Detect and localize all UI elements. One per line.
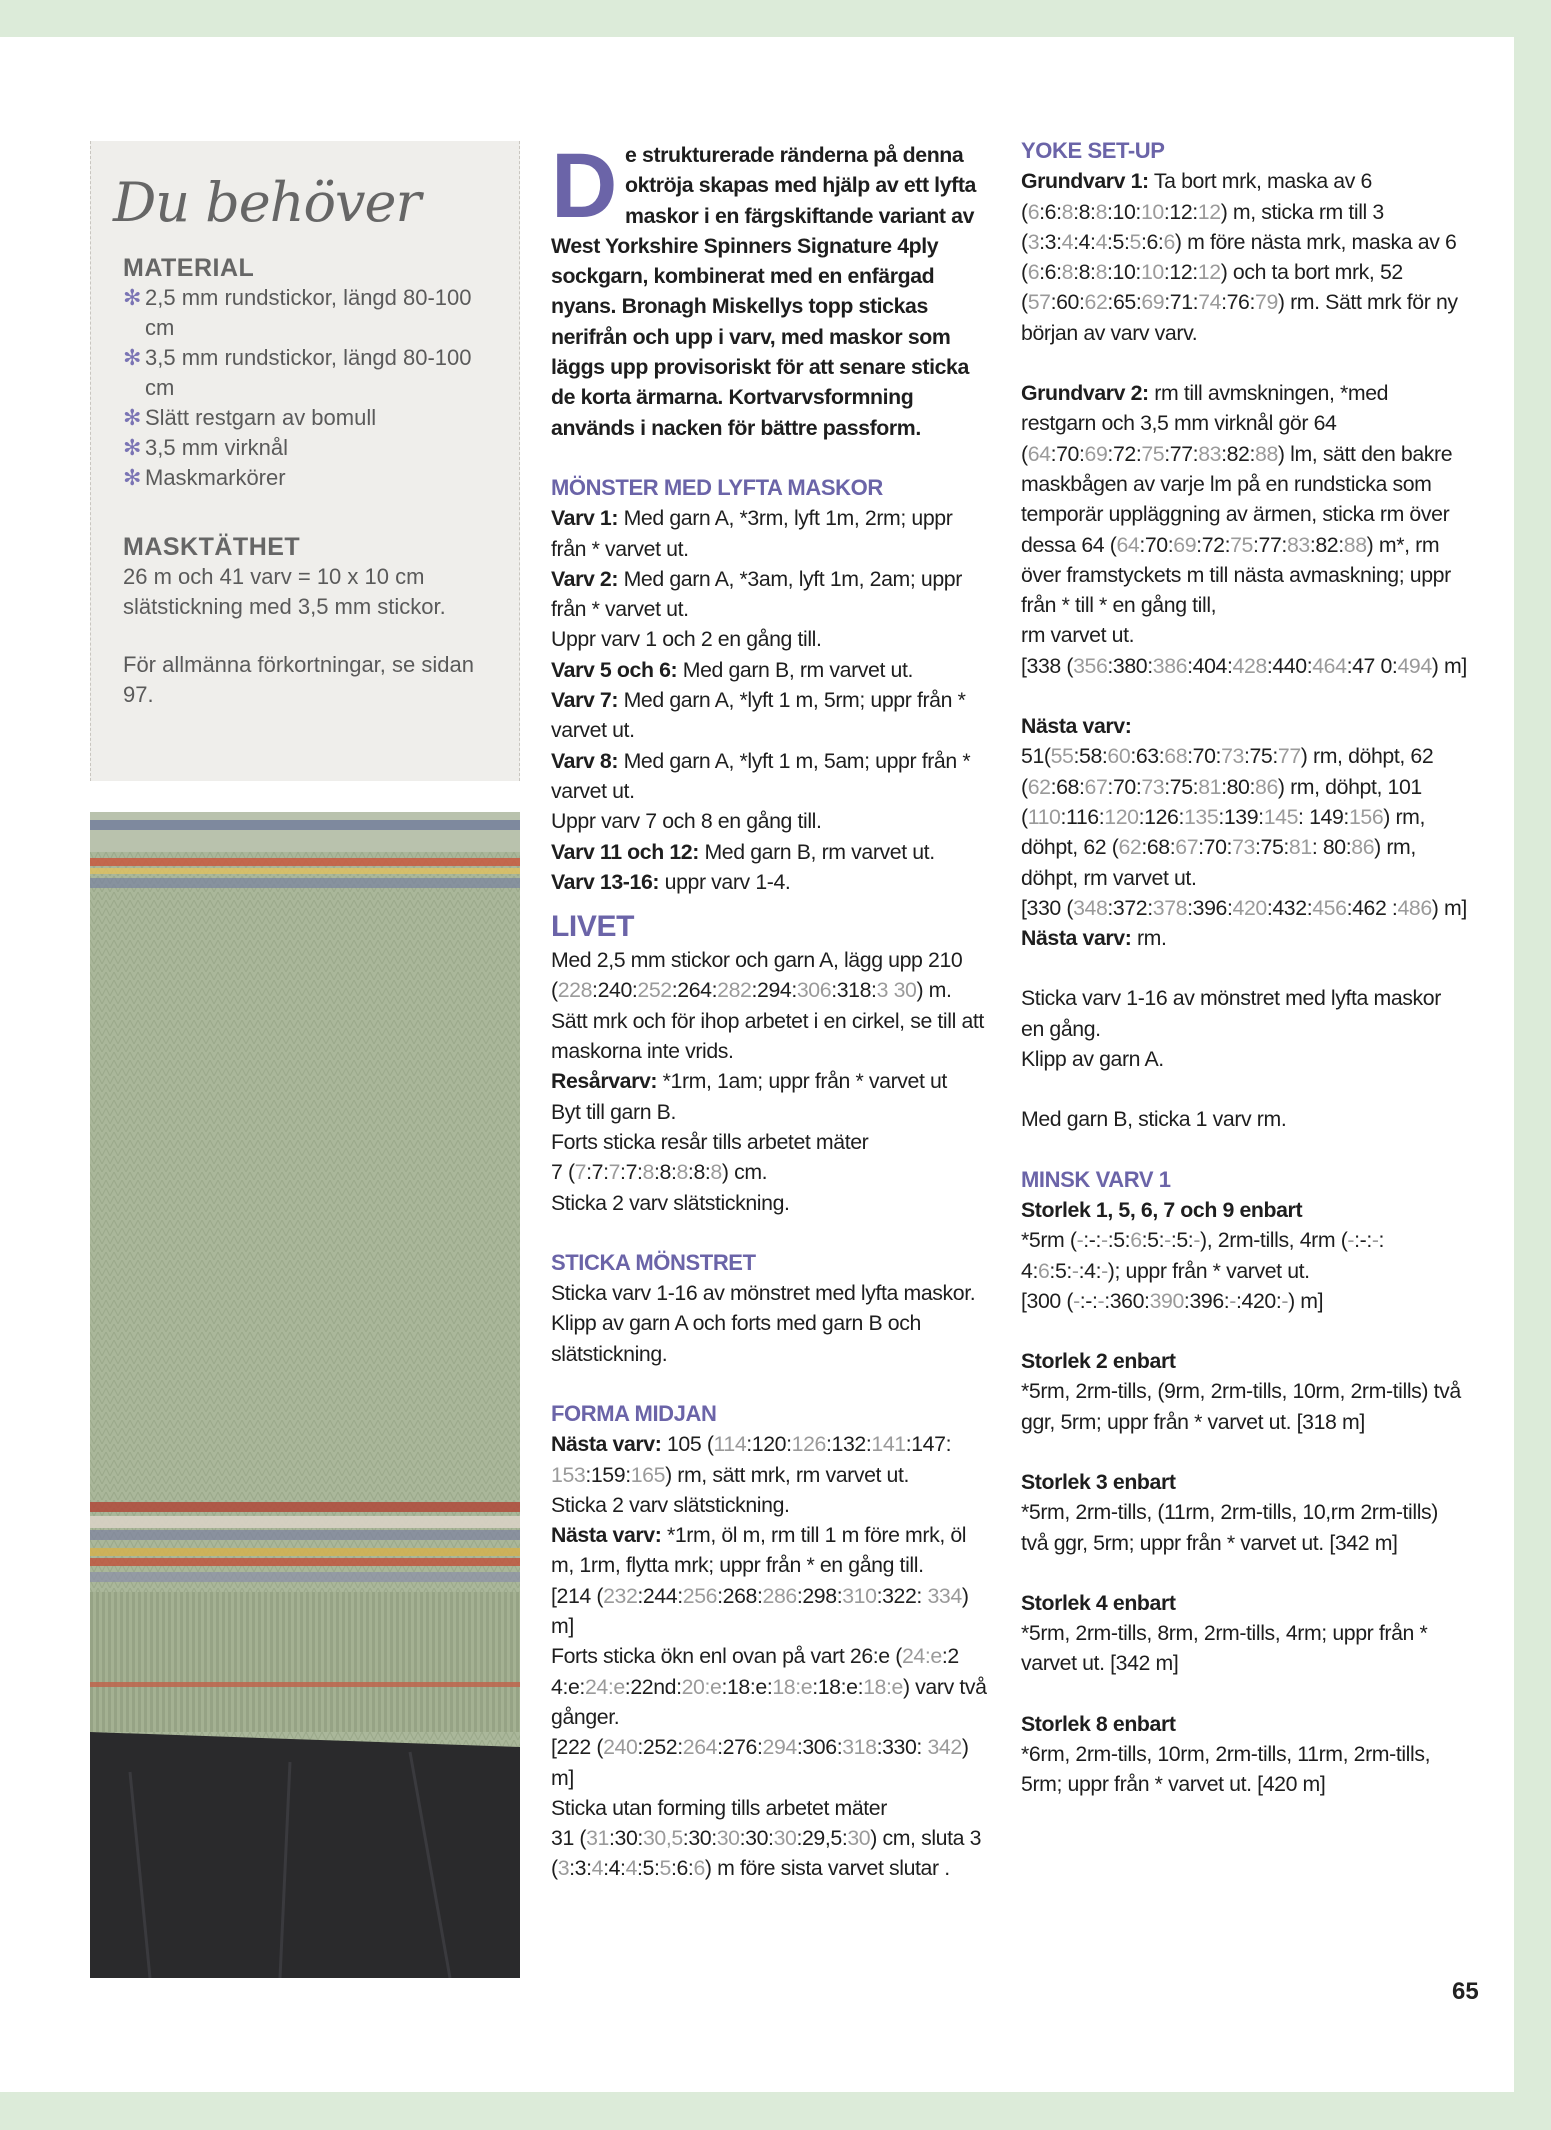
bullet-star-icon: ✻	[123, 465, 142, 490]
text-line: Sticka utan forming tills arbetet mäter	[551, 1795, 887, 1820]
monster-heading: STICKA MÖNSTRET	[551, 1249, 756, 1275]
row-instruction: Varv 5 och 6: Med garn B, rm varvet ut.	[551, 657, 914, 682]
size-instruction: *5rm (-:-:-:5:6:5:-:5:-), 2rm-tills, 4rm (-:-:-: 4:6:5:-:4:-); uppr från * varvet ut.	[1021, 1228, 1385, 1283]
row-instruction: Varv 11 och 12: Med garn B, rm varvet ut.	[551, 839, 935, 864]
count-line: [338 (356:380:386:404:428:440:464:47 0:494) m]	[1021, 653, 1467, 678]
bullet-star-icon: ✻	[123, 435, 142, 460]
size-instruction: *5rm, 2rm-tills, 8rm, 2rm-tills, 4rm; uppr från * varvet ut. [342 m]	[1021, 1621, 1428, 1676]
size-instruction: *5rm, 2rm-tills, (11rm, 2rm-tills, 10,rm 2rm-tills) två ggr, 5rm; uppr från * varvet ut. [342 m]	[1021, 1500, 1438, 1555]
count-line: [300 (-:-:-:360:390:396:-:420:-) m]	[1021, 1288, 1324, 1313]
gauge-text: 26 m och 41 varv = 10 x 10 cm slätstickning med 3,5 mm stickor.	[123, 564, 446, 619]
text-line: Sticka varv 1-16 av mönstret med lyfta maskor.	[551, 1281, 976, 1306]
next-row-label: Nästa varv:	[1021, 714, 1132, 739]
row-instruction: Varv 8: Med garn A, *lyft 1 m, 5am; uppr från * varvet ut.	[551, 748, 971, 803]
next-row: 51(55:58:60:63:68:70:73:75:77) rm, döhpt, 62 (62:68:67:70:73:75:81:80:86) rm, döhpt, 101 (110:116:120:126:135:139:145: 149:156) rm, döhpt, 62 (62:68:67:70:73:75:81: 80:86) rm, döhpt, rm varvet ut.	[1021, 744, 1434, 890]
row-instruction: Varv 1: Med garn A, *3rm, lyft 1m, 2rm; uppr från * varvet ut.	[551, 506, 953, 561]
size-instruction: *5rm, 2rm-tills, (9rm, 2rm-tills, 10rm, 2rm-tills) två ggr, 5rm; uppr från * varvet ut. [318 m]	[1021, 1379, 1461, 1434]
bullet-star-icon: ✻	[123, 345, 142, 370]
bullet-star-icon: ✻	[123, 285, 142, 310]
list-item: ✻ 3,5 mm rundstickor, längd 80-100 cm	[123, 345, 472, 400]
drop-cap: D	[551, 135, 618, 237]
list-item: ✻ Slätt restgarn av bomull	[123, 403, 491, 433]
text-line: Byt till garn B.	[551, 1099, 676, 1124]
text-line: rm varvet ut.	[1021, 623, 1135, 648]
rib-instruction: Resårvarv: *1rm, 1am; uppr från * varvet ut	[551, 1069, 947, 1094]
page-number: 65	[1452, 1978, 1479, 2005]
increase-line: Forts sticka ökn enl ovan på vart 26:e (24:e:2 4:e:24:e:22nd:20:e:18:e:18:e:18:e:18:e) varv två gånger.	[551, 1644, 987, 1729]
next-row: Nästa varv: 105 (114:120:126:132:141:147: 153:159:165) rm, sätt mrk, rm varvet ut.	[551, 1432, 952, 1487]
text-line: Med garn B, sticka 1 varv rm.	[1021, 1107, 1287, 1132]
intro-paragraph: De strukturerade ränderna på denna oktröja skapas med hjälp av ett lyfta maskor i en färgskiftande variant av West Yorkshire Spinners Signature 4ply sockgarn, kombinerat med en enfärgad nyans. Bronagh Miskellys topp stickas nerifrån och upp i varv, med maskor som läggs upp provisoriskt för att senare sticka de korta ärmarna. Kortvarvsformning används i nacken för bättre passform.	[551, 135, 976, 440]
size-label: Storlek 8 enbart	[1021, 1711, 1176, 1736]
setup-row-2: Grundvarv 2: rm till avmskningen, *med restgarn och 3,5 mm virknål gör 64 (64:70:69:72:75:77:83:82:88) lm, sätt den bakre maskbågen av varje lm på en rundsticka som temporär uppläggning av ärmen, sticka rm över dessa 64 (64:70:69:72:75:77:83:82:88) m*, rm över framstyckets m till nästa avmaskning; uppr från * till * en gång till,	[1021, 381, 1453, 618]
material-heading: MATERIAL	[123, 254, 255, 282]
row-instruction: Uppr varv 1 och 2 en gång till.	[551, 627, 822, 652]
text-line: Forts sticka resår tills arbetet mäter	[551, 1129, 869, 1154]
next-row: Nästa varv: rm.	[1021, 926, 1167, 951]
bullet-star-icon: ✻	[123, 405, 142, 430]
count-line: [214 (232:244:256:268:286:298:310:322: 334) m]	[551, 1583, 969, 1639]
abbreviations-note: För allmänna förkortningar, se sidan 97.	[123, 652, 474, 707]
pattern-heading: MÖNSTER MED LYFTA MASKOR	[551, 474, 883, 500]
gauge-heading: MASKTÄTHET	[123, 533, 301, 561]
text-line: Klipp av garn A och forts med garn B och slätstickning.	[551, 1311, 921, 1366]
text-line: Klipp av garn A.	[1021, 1047, 1164, 1072]
count-line: [330 (348:372:378:396:420:432:456:462 :486) m]	[1021, 895, 1467, 920]
size-label: Storlek 2 enbart	[1021, 1349, 1176, 1374]
column-2	[1021, 136, 1468, 1800]
livet-heading: LIVET	[551, 910, 635, 944]
size-label: Storlek 1, 5, 6, 7 och 9 enbart	[1021, 1197, 1303, 1222]
count-line: [222 (240:252:264:276:294:306:318:330: 342) m]	[551, 1735, 969, 1790]
livet-text: Med 2,5 mm stickor och garn A, lägg upp 210 (228:240:252:264:282:294:306:318:3 30) m. Sätt mrk och för ihop arbetet i en cirkel, se till att maskorna inte vrids.	[551, 948, 984, 1064]
row-instruction: Varv 13-16: uppr varv 1-4.	[551, 869, 791, 894]
text-line: Sticka 2 varv slätstickning.	[551, 1492, 790, 1517]
list-item: ✻ 2,5 mm rundstickor, längd 80-100 cm	[123, 285, 472, 340]
row-instruction: Varv 7: Med garn A, *lyft 1 m, 5rm; uppr från * varvet ut.	[551, 688, 966, 743]
minsk-heading: MINSK VARV 1	[1021, 1166, 1171, 1192]
row-instruction: Uppr varv 7 och 8 en gång till.	[551, 809, 822, 834]
next-row: Nästa varv: *1rm, öl m, rm till 1 m före mrk, öl m, 1rm, flytta mrk; uppr från * en gång till.	[551, 1523, 967, 1578]
list-item: ✻ 3,5 mm virknål	[123, 433, 491, 463]
measure-line: 31 (31:30:30,5:30:30:30:30:29,5:30) cm, sluta 3 (3:3:4:4:4:5:5:6:6) m före sista varvet slutar .	[551, 1826, 982, 1881]
row-instruction: Varv 2: Med garn A, *3am, lyft 1m, 2am; uppr från * varvet ut.	[551, 566, 962, 622]
setup-row-1: Grundvarv 1: Ta bort mrk, maska av 6 (6:6:8:8:8:10:10:12:12) m, sticka rm till 3 (3:3:4:4:4:5:5:6:6) m före nästa mrk, maska av 6 (6:6:8:8:8:10:10:12:12) och ta bort mrk, 52 (57:60:62:65:69:71:74:76:79) rm. Sätt mrk för ny början av varv varv.	[1021, 169, 1458, 345]
text-line: Sticka 2 varv slätstickning.	[551, 1190, 790, 1215]
materials-box	[90, 141, 520, 781]
sweater-photo	[90, 812, 520, 1978]
box-title: Du behöver	[113, 171, 421, 234]
size-label: Storlek 3 enbart	[1021, 1469, 1176, 1494]
yoke-heading: YOKE SET-UP	[1021, 138, 1165, 163]
list-item: ✻ Maskmarkörer	[123, 463, 491, 493]
material-list	[123, 283, 491, 493]
column-1	[551, 135, 991, 1884]
size-instruction: *6rm, 2rm-tills, 10rm, 2rm-tills, 11rm, 2rm-tills, 5rm; uppr från * varvet ut. [420 m]	[1021, 1742, 1431, 1797]
midjan-heading: FORMA MIDJAN	[551, 1400, 717, 1426]
measure-line: 7 (7:7:7:7:8:8:8:8:8) cm.	[551, 1160, 768, 1185]
text-line: Sticka varv 1-16 av mönstret med lyfta maskor en gång.	[1021, 986, 1441, 1041]
size-label: Storlek 4 enbart	[1021, 1590, 1176, 1615]
